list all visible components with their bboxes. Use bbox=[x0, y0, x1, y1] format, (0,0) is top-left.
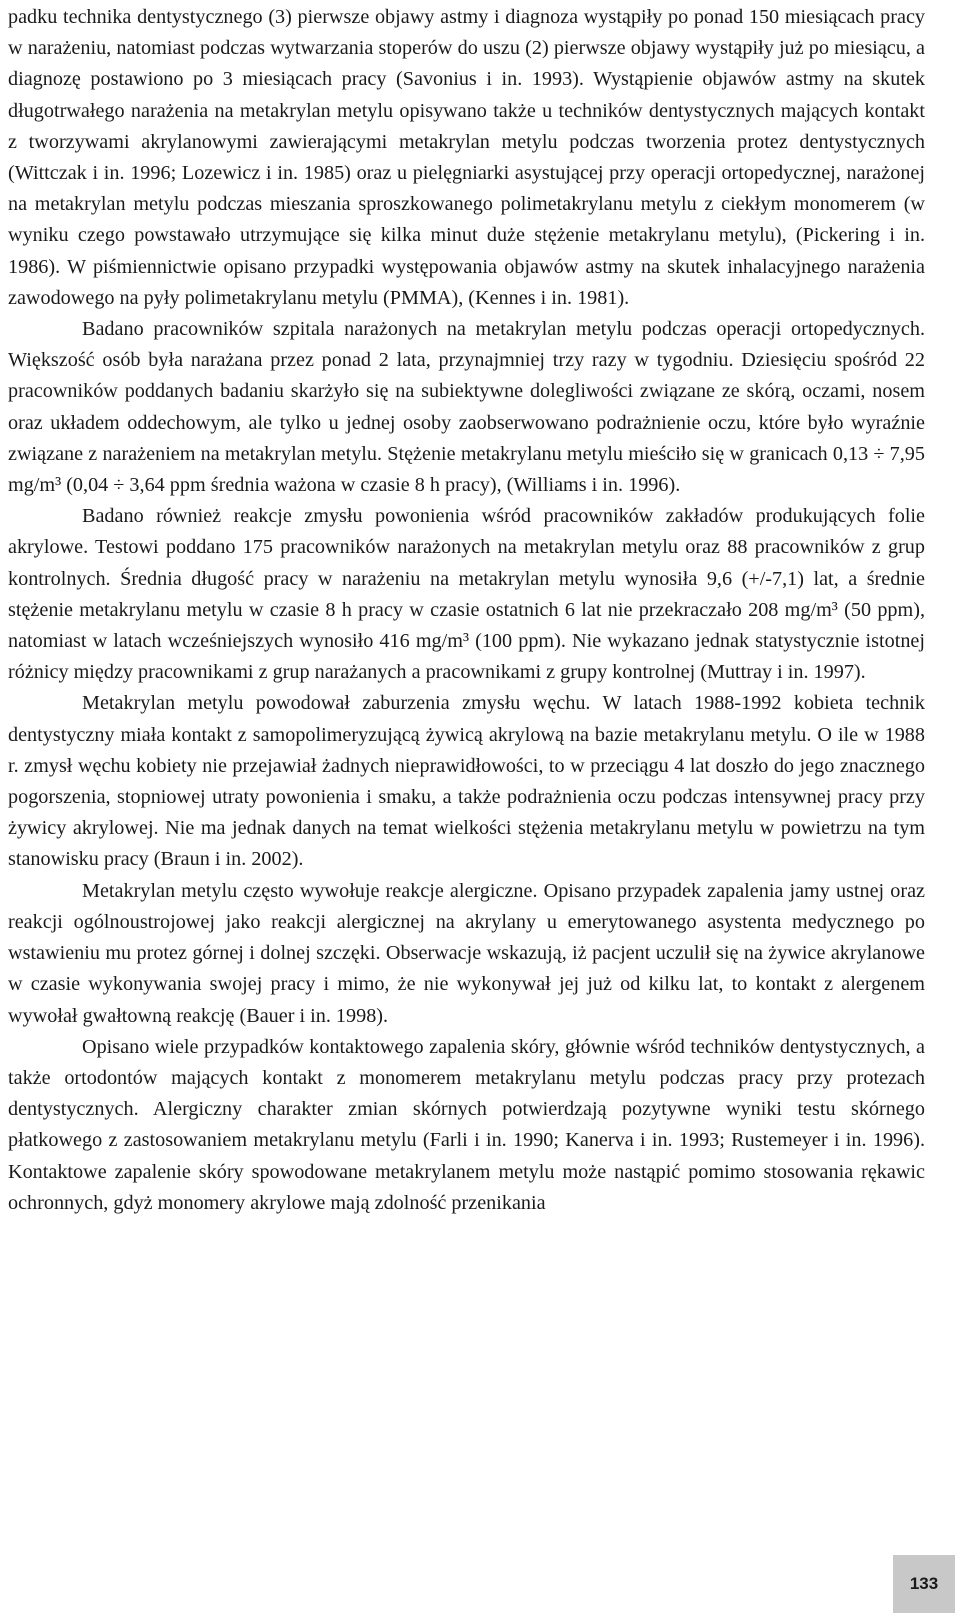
paragraph-allergic-reactions: Metakrylan metylu często wywołuje reakcje alergiczne. Opisano przypadek zapalenia jamy ustnej oraz reakcji ogólnoustrojowej jako reakcji alergicznej na akrylany u emerytowanego asystenta medycznego po wstawieniu mu protez górnej i dolnej szczęki. Obserwacje wskazują, iż pacjent uczulił się na żywice akrylanowe w czasie wykonywania swojej pracy i mimo, że nie wykonywał jej już od kilku lat, to kontakt z alergenem wywołał gwałtowną reakcję (Bauer i in. 1998). bbox=[8, 879, 925, 1027]
paragraph-continued-asthma-cases: padku technika dentystycznego (3) pierwsze objawy astmy i diagnoza wystąpiły po ponad 150 miesiącach pracy w narażeniu, natomiast podczas wytwarzania stoperów do uszu (2) pierwsze objawy wystąpiły już po miesiącu, a diagnozę postawiono po 3 miesiącach pracy (Savonius i in. 1993). Wystąpienie objawów astmy na skutek długotrwałego narażenia na metakrylan metylu opisywano także u techników dentystycznych mających kontakt z tworzywami akrylanowymi zawierającymi metakrylan metylu podczas tworzenia protez dentystycznych (Wittczak i in. 1996; Lozewicz i in. 1985) oraz u pielęgniarki asystującej przy operacji ortopedycznej, narażonej na metakrylan metylu podczas mieszania sproszkowanego polimetakrylanu metylu z ciekłym monomerem (w wyniku czego powstawało utrzymujące się kilka minut duże stężenie metakrylanu metylu), (Pickering i in. 1986). W piśmiennictwie opisano przypadki występowania objawów astmy na skutek inhalacyjnego narażenia zawodowego na pyły polimetakrylanu metylu (PMMA), (Kennes i in. 1981). bbox=[8, 6, 925, 309]
paragraph-hospital-workers: Badano pracowników szpitala narażonych na metakrylan metylu podczas operacji ortopedycznych. Większość osób była narażana przez ponad 2 lata, przynajmniej trzy razy w tygodniu. Dziesięciu spośród 22 pracowników poddanych badaniu skarżyło się na subiektywne dolegliwości związane ze skórą, oczami, nosem oraz układem oddechowym, ale tylko u jednej osoby zaobserwowano podrażnienie oczu, które było wyraźnie związane z narażeniem na metakrylan metylu. Stężenie metakrylanu metylu mieściło się w granicach 0,13 ÷ 7,95 mg/m³ (0,04 ÷ 3,64 ppm średnia ważona w czasie 8 h pracy), (Williams i in. 1996). bbox=[8, 318, 925, 497]
body-text bbox=[8, 2, 925, 1219]
paragraph-smell-disorder-dental-technician: Metakrylan metylu powodował zaburzenia zmysłu węchu. W latach 1988-1992 kobieta technik dentystyczny miała kontakt z samopolimeryzującą żywicą akrylową na bazie metakrylanu metylu. O ile w 1988 r. zmysł węchu kobiety nie przejawiał żadnych nieprawidłowości, to w przeciągu 4 lat doszło do jego znacznego pogorszenia, stopniowej utraty powonienia i smaku, a także podrażnienia oczu podczas intensywnej pracy przy żywicy akrylowej. Nie ma jednak danych na temat wielkości stężenia metakrylanu metylu w powietrzu na tym stanowisku pracy (Braun i in. 2002). bbox=[8, 692, 925, 871]
paragraph-contact-dermatitis: Opisano wiele przypadków kontaktowego zapalenia skóry, głównie wśród techników dentystycznych, a także ortodontów mających kontakt z monomerem metakrylanu metylu podczas pracy przy protezach dentystycznych. Alergiczny charakter zmian skórnych potwierdzają pozytywne wyniki testu skórnego płatkowego z zastosowaniem metakrylanu metylu (Farli i in. 1990; Kanerva i in. 1993; Rustemeyer i in. 1996). Kontaktowe zapalenie skóry spowodowane metakrylanem metylu może nastąpić pomimo stosowania rękawic ochronnych, gdyż monomery akrylowe mają zdolność przenikania bbox=[8, 1035, 925, 1214]
paragraph-smell-acrylic-film-workers: Badano również reakcje zmysłu powonienia wśród pracowników zakładów produkujących folie akrylowe. Testowi poddano 175 pracowników narażonych na metakrylan metylu oraz 88 pracowników z grup kontrolnych. Średnia długość pracy w narażeniu na metakrylan metylu wynosiła 9,6 (+/-7,1) lat, a średnie stężenie metakrylanu metylu w czasie 8 h pracy w czasie ostatnich 6 lat nie przekraczało 208 mg/m³ (50 ppm), natomiast w latach wcześniejszych wynosiło 416 mg/m³ (100 ppm). Nie wykazano jednak statystycznie istotnej różnicy między pracownikami z grup narażanych a pracownikami z grupy kontrolnej (Muttray i in. 1997). bbox=[8, 505, 925, 684]
page-number: 133 bbox=[893, 1555, 955, 1613]
